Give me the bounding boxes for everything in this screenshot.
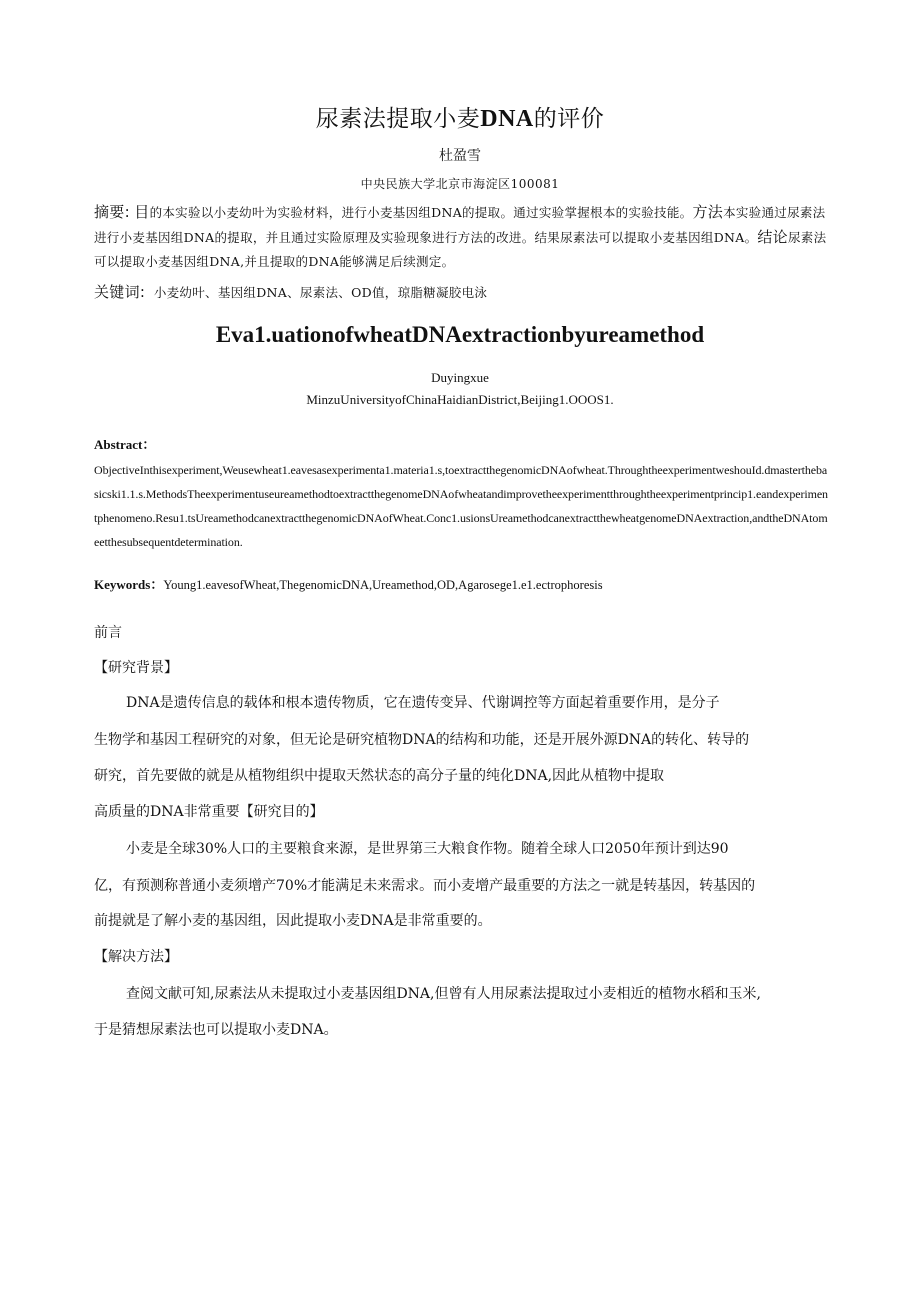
method-line: 查阅文献可知,尿素法从未提取过小麦基因组DNA,但曾有人用尿素法提取过小麦相近的植物水稻和玉米, bbox=[126, 986, 761, 1002]
abstract-label: 摘要: bbox=[94, 203, 130, 221]
background-heading: 【研究背景】 bbox=[94, 660, 178, 676]
objective-label: 目 bbox=[134, 203, 150, 221]
method-label: 方法 bbox=[692, 203, 724, 221]
objective-text: 的本实验以小麦幼叶为实验材料，进行小麦基因组DNA的提取。通过实验掌握根本的实验技能。 bbox=[149, 205, 693, 220]
method-line: 于是猜想尿素法也可以提取小麦DNA。 bbox=[94, 1022, 338, 1038]
keywords-label: 关键词: bbox=[94, 283, 146, 301]
english-abstract-label: Abstract： bbox=[94, 437, 156, 452]
method-heading: 【解决方法】 bbox=[94, 949, 178, 965]
chinese-keywords bbox=[94, 280, 828, 305]
conclusion-label: 结论 bbox=[757, 228, 788, 246]
chinese-abstract bbox=[94, 200, 828, 274]
background-line: 研究，首先要做的就是从植物组织中提取天然状态的高分子量的纯化DNA,因此从植物中提取 bbox=[94, 768, 665, 784]
chinese-title bbox=[0, 100, 920, 133]
purpose-line: 亿，有预测称普通小麦须增产70%才能满足未来需求。而小麦增产最重要的方法之一就是转基因，转基因的 bbox=[94, 878, 756, 894]
english-affiliation: MinzuUniversityofChinaHaidianDistrict,Beijing1.OOOS1. bbox=[306, 392, 614, 407]
background-line: 高质量的DNA非常重要【研究目的】 bbox=[94, 804, 324, 820]
preface-heading: 前言 bbox=[94, 625, 122, 641]
background-line: DNA是遗传信息的载体和根本遗传物质，它在遗传变异、代谢调控等方面起着重要作用，是分子 bbox=[126, 695, 720, 711]
chinese-title-part: 的评价 bbox=[533, 106, 605, 132]
chinese-author: 杜盈雪 bbox=[439, 148, 481, 164]
keywords-text: 小麦幼叶、基因组DNA、尿素法、OD值，琼脂糖凝胶电泳 bbox=[153, 285, 488, 300]
english-title: Eva1.uationofwheatDNAextractionbyureamethod bbox=[215, 322, 705, 347]
method-text: 本实验通过尿素法进行小麦基因组DNA的提取，并且通过实险原理及实验现象进行方法的改进。结果尿素法可以提取小麦基因组DNA。 bbox=[94, 205, 826, 245]
purpose-line: 前提就是了解小麦的基因组，因此提取小麦DNA是非常重要的。 bbox=[94, 913, 492, 929]
purpose-line: 小麦是全球30%人口的主要粮食来源，是世界第三大粮食作物。随着全球人口2050年预计到达90 bbox=[126, 841, 729, 857]
background-line: 生物学和基因工程研究的对象，但无论是研究植物DNA的结构和功能，还是开展外源DNA的转化、转导的 bbox=[94, 732, 750, 748]
chinese-title-bold: DNA bbox=[480, 106, 534, 132]
chinese-affiliation: 中央民族大学北京市海淀区100081 bbox=[360, 177, 560, 191]
english-keywords bbox=[94, 574, 603, 593]
english-keywords-label: Keywords： bbox=[94, 577, 164, 592]
english-keywords-text: Young1.eavesofWheat,ThegenomicDNA,Ureamethod,OD,Agarosege1.e1.ectrophoresis bbox=[163, 578, 603, 592]
english-author: Duyingxue bbox=[431, 370, 489, 385]
conclusion-text: 尿素法可以提取小麦基因组DNA,并且提取的DNA能够满足后续测定。 bbox=[94, 230, 827, 269]
chinese-title-part: 尿素法提取小麦 bbox=[315, 106, 481, 132]
english-abstract-body: ObjectiveInthisexperiment,Weusewheat1.eavesasexperimenta1.materia1.s,toextractthegenomicDNAofwheat.ThroughtheexperimentweshouId.dmasterthebasicski1.1.s.MethodsTheexperimentuseureamethodtoextractthegenomeDNAofwheatandimprovetheexperimentthroughtheexperimentprincip1.eandexperimentphenomeno.Resu1.tsUreamethodcanextractthegenomicDNAofWheat.Conc1.usionsUreamethodcanextractthewheatgenomeDNAextraction,andtheDNAtomeetthesubsequentdetermination. bbox=[94, 463, 828, 549]
